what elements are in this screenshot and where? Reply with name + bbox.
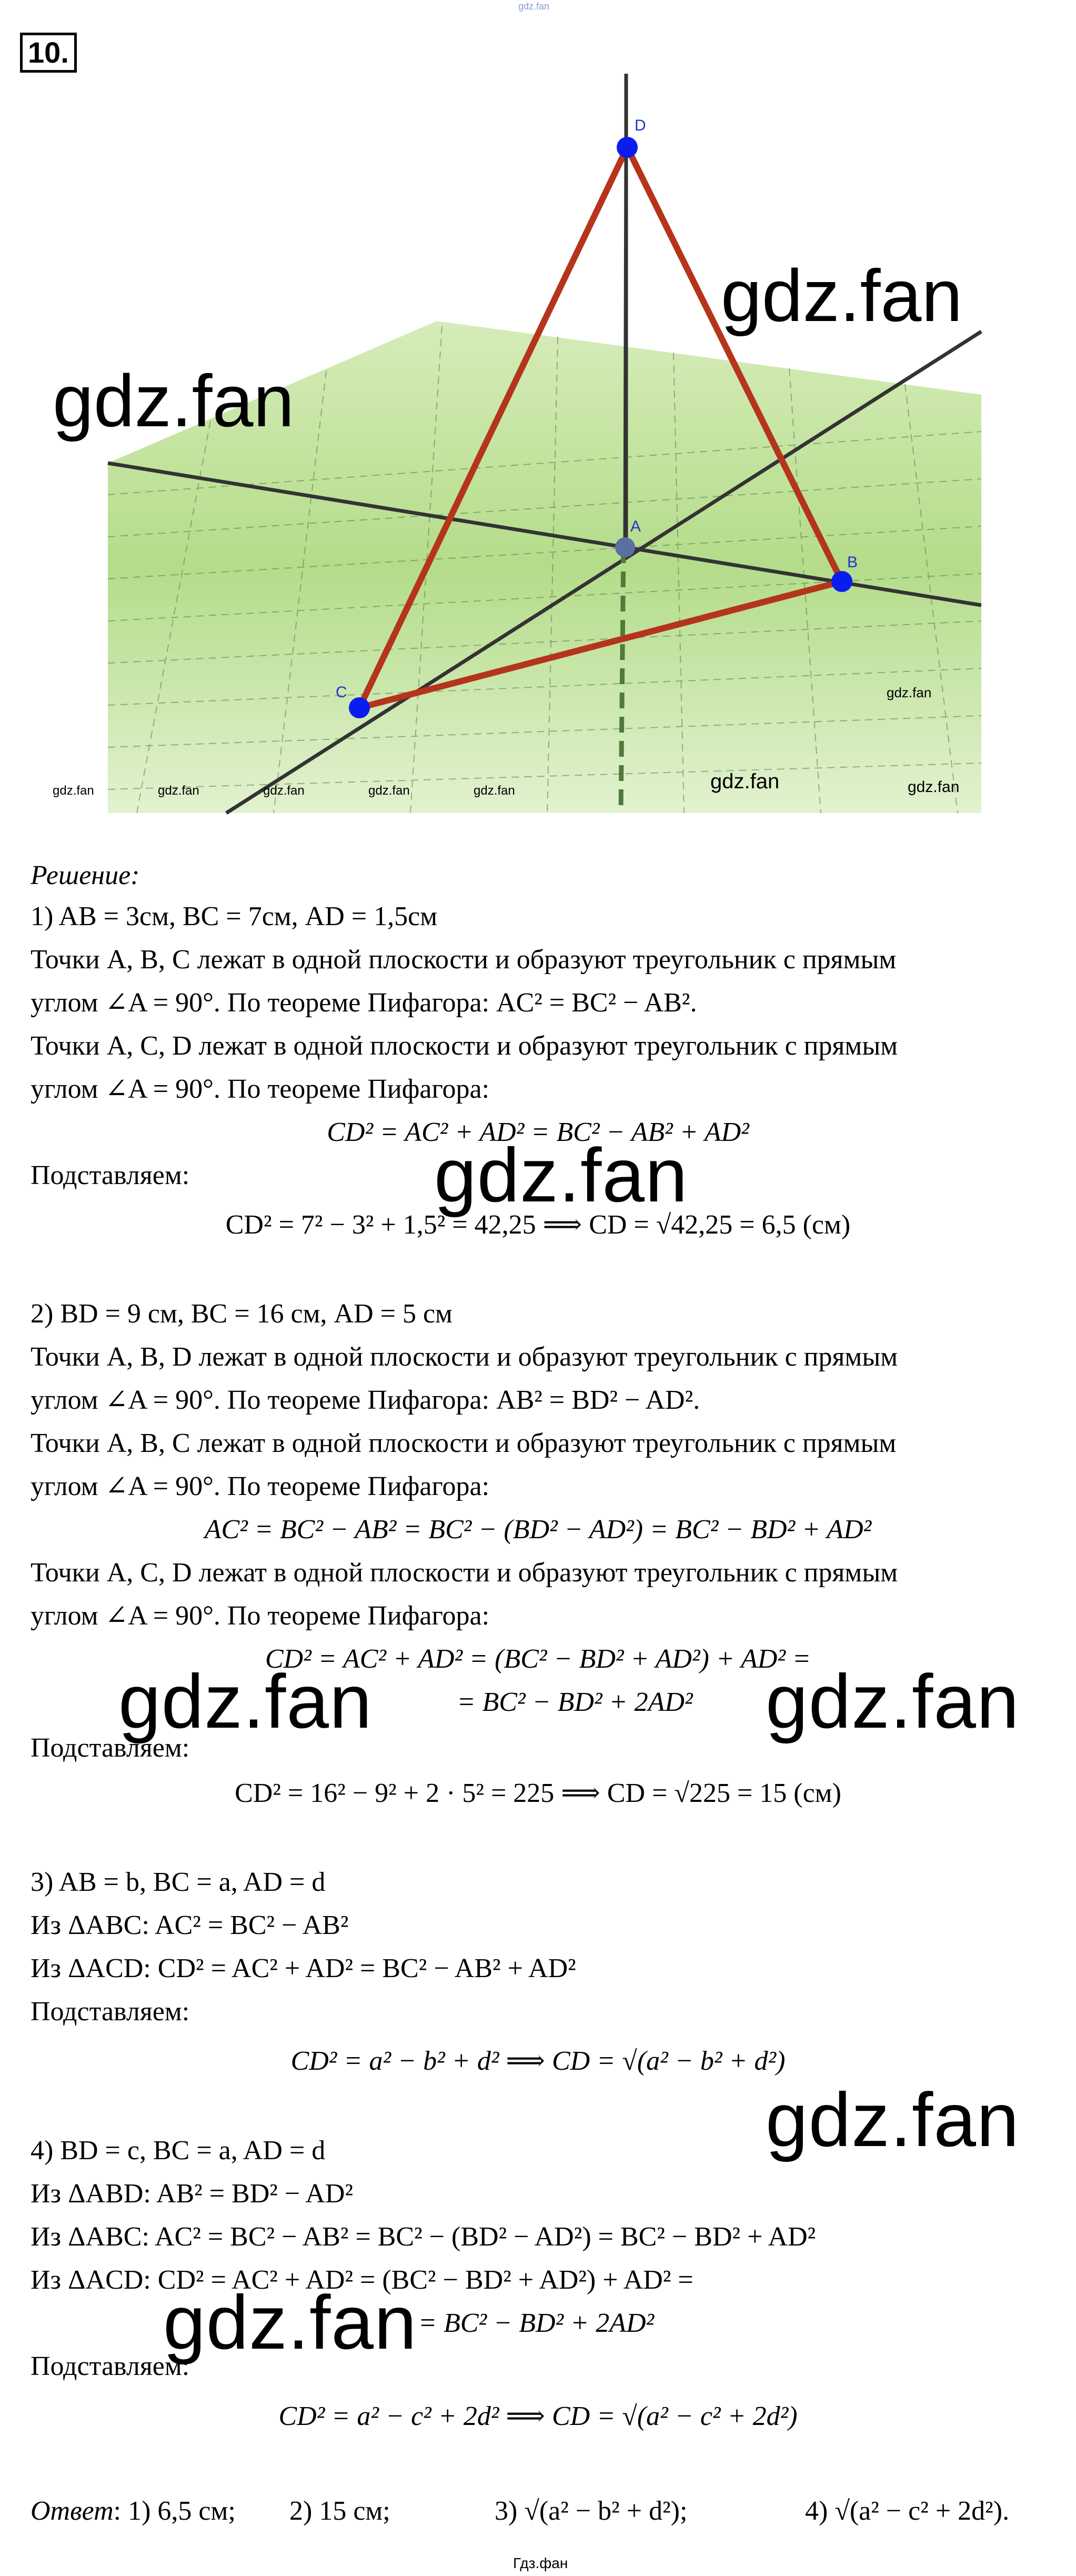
part2-line: углом ∠A = 90°. По теореме Пифагора: bbox=[31, 1471, 490, 1501]
part2-line: Точки A, B, D лежат в одной плоскости и образуют треугольник с прямым bbox=[31, 1342, 898, 1372]
text-watermark: gdz.fan bbox=[766, 2077, 1020, 2162]
vertex-d bbox=[617, 137, 638, 158]
part1-line: Точки A, C, D лежат в одной плоскости и образуют треугольник с прямым bbox=[31, 1031, 898, 1061]
part1-line: углом ∠A = 90°. По теореме Пифагора: AC² = BC² − AB². bbox=[31, 988, 697, 1018]
part3-line: Из ΔACD: CD² = AC² + AD² = BC² − AB² + AD² bbox=[31, 1953, 576, 1983]
vertex-b bbox=[831, 571, 852, 592]
part4-line: Из ΔABD: AB² = BD² − AD² bbox=[31, 2179, 354, 2209]
part2-line: Точки A, C, D лежат в одной плоскости и образуют треугольник с прямым bbox=[31, 1558, 898, 1588]
figure-watermark-small: gdz.fan bbox=[710, 770, 780, 793]
figure-watermark-big: gdz.fan bbox=[53, 359, 295, 442]
label-b: B bbox=[847, 554, 858, 571]
figure-watermark-small: gdz.fan bbox=[368, 784, 410, 798]
footer-watermark: Гдз.фан bbox=[513, 2555, 568, 2571]
answer-label: Ответ bbox=[31, 2496, 114, 2526]
figure-watermark-big: gdz.fan bbox=[721, 254, 963, 337]
part1-formula: CD² = AC² + AD² = BC² − AB² + AD² bbox=[327, 1117, 749, 1147]
part2-formula: = BC² − BD² + 2AD² bbox=[457, 1687, 693, 1717]
vertex-a bbox=[615, 537, 635, 557]
text-watermark: gdz.fan bbox=[163, 2280, 417, 2365]
answer-2: 2) 15 см; bbox=[289, 2496, 390, 2526]
part2-formula: CD² = AC² + AD² = (BC² − BD² + AD²) + AD² = bbox=[265, 1644, 811, 1674]
part3-substitute: Подставляем: bbox=[31, 1997, 190, 2027]
part1-substitute: Подставляем: bbox=[31, 1160, 190, 1190]
label-c: C bbox=[336, 684, 347, 701]
text-watermark: gdz.fan bbox=[766, 1659, 1020, 1744]
part2-substitute: Подставляем: bbox=[31, 1733, 190, 1763]
part3-given: 3) AB = b, BC = a, AD = d bbox=[31, 1867, 326, 1897]
part3-result: CD² = a² − b² + d² ⟹ CD = √(a² − b² + d²) bbox=[290, 2046, 786, 2076]
part1-result: CD² = 7² − 3² + 1,5² = 42,25 ⟹ CD = √42,25 = 6,5 (см) bbox=[225, 1210, 851, 1240]
vertex-c bbox=[349, 697, 370, 718]
part1-line: углом ∠A = 90°. По теореме Пифагора: bbox=[31, 1074, 490, 1104]
part2-formula: AC² = BC² − AB² = BC² − (BD² − AD²) = BC² − BD² + AD² bbox=[204, 1515, 872, 1545]
part4-formula: = BC² − BD² + 2AD² bbox=[418, 2308, 655, 2338]
part2-line: Точки A, B, C лежат в одной плоскости и образуют треугольник с прямым bbox=[31, 1428, 897, 1458]
part3-line: Из ΔABC: AC² = BC² − AB² bbox=[31, 1910, 349, 1940]
part2-line: углом ∠A = 90°. По теореме Пифагора: AB² = BD² − AD². bbox=[31, 1385, 700, 1415]
part4-substitute: Подставляем: bbox=[31, 2351, 190, 2381]
problem-number: 10. bbox=[20, 33, 77, 73]
part1-given: 1) AB = 3см, BC = 7см, AD = 1,5см bbox=[31, 901, 438, 931]
text-watermark: gdz.fan bbox=[434, 1132, 688, 1218]
top-watermark: gdz.fan bbox=[518, 1, 550, 12]
answer-3: 3) √(a² − b² + d²); bbox=[495, 2496, 688, 2526]
pyramid-figure bbox=[0, 74, 1076, 821]
label-a: A bbox=[630, 518, 641, 535]
answer-1: : 1) 6,5 см; bbox=[113, 2496, 236, 2526]
part4-line: Из ΔACD: CD² = AC² + AD² = (BC² − BD² + AD²) + AD² = bbox=[31, 2265, 693, 2295]
part2-line: углом ∠A = 90°. По теореме Пифагора: bbox=[31, 1601, 490, 1631]
figure-watermark-small: gdz.fan bbox=[158, 784, 199, 798]
answer-4: 4) √(a² − c² + 2d²). bbox=[805, 2496, 1010, 2526]
part2-given: 2) BD = 9 см, BC = 16 см, AD = 5 см bbox=[31, 1299, 452, 1329]
figure-watermark-small: gdz.fan bbox=[53, 784, 94, 798]
figure-watermark-small: gdz.fan bbox=[887, 685, 932, 700]
solution-heading: Решение: bbox=[31, 860, 140, 890]
hidden-axis bbox=[621, 547, 624, 813]
answer-row bbox=[31, 2494, 236, 2528]
part4-line: Из ΔABC: AC² = BC² − AB² = BC² − (BD² − AD²) = BC² − BD² + AD² bbox=[31, 2222, 816, 2252]
part1-line: Точки A, B, C лежат в одной плоскости и образуют треугольник с прямым bbox=[31, 945, 897, 975]
part2-result: CD² = 16² − 9² + 2 · 5² = 225 ⟹ CD = √225 = 15 (см) bbox=[235, 1778, 841, 1808]
part4-given: 4) BD = c, BC = a, AD = d bbox=[31, 2136, 326, 2166]
figure-watermark-small: gdz.fan bbox=[263, 784, 305, 798]
figure-watermark-small: gdz.fan bbox=[908, 778, 960, 796]
part4-result: CD² = a² − c² + 2d² ⟹ CD = √(a² − c² + 2d²) bbox=[278, 2401, 798, 2431]
text-watermark: gdz.fan bbox=[118, 1659, 373, 1744]
label-d: D bbox=[635, 117, 646, 134]
figure-watermark-small: gdz.fan bbox=[474, 784, 515, 798]
